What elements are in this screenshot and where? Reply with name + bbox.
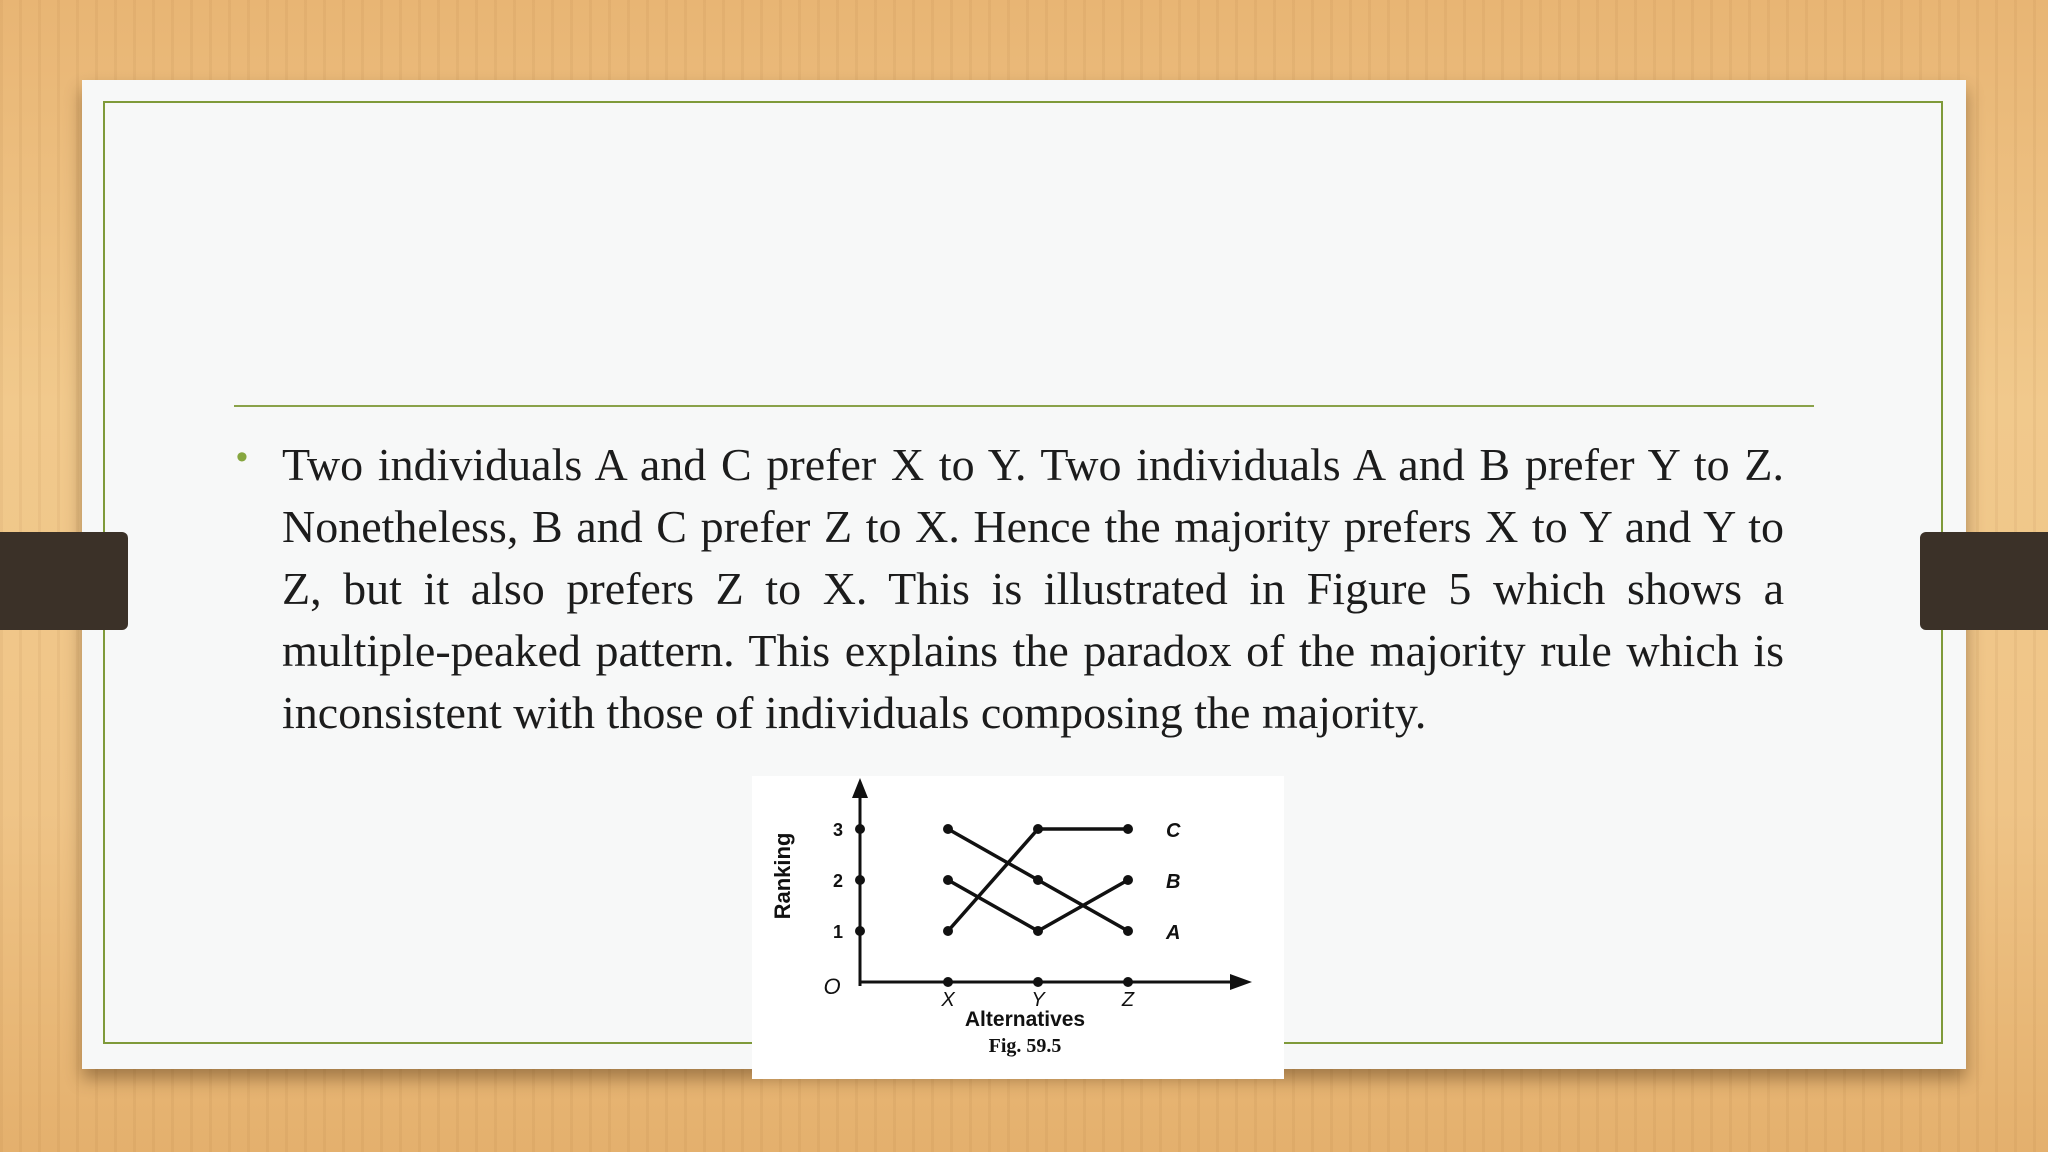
origin-label: O (823, 974, 841, 999)
y-axis-title: Ranking (770, 832, 795, 920)
y-tick-mark-1 (855, 926, 865, 936)
preference-point-a-x (943, 824, 953, 834)
preference-point-a-y (1033, 875, 1043, 885)
y-tick-mark-3 (855, 824, 865, 834)
x-tick-label-y: Y (1031, 989, 1045, 1011)
y-tick-label-3: 3 (832, 820, 844, 840)
binder-clip-right (1920, 532, 2048, 630)
preference-point-b-x (943, 875, 953, 885)
x-tick-mark-y (1033, 977, 1043, 987)
preference-line-b (948, 880, 1128, 931)
preference-point-c-z (1123, 824, 1133, 834)
x-tick-mark-z (1123, 977, 1133, 987)
preference-point-a-z (1123, 926, 1133, 936)
x-axis-title: Alternatives (964, 1008, 1086, 1031)
series-label-c: C (1166, 820, 1181, 842)
preference-point-c-y (1033, 824, 1043, 834)
ranking-figure (752, 776, 1284, 1079)
bullet-text: Two individuals A and C prefer X to Y. Two individuals A and B prefer Y to Z. Nonetheless, B and C prefer Z to X. Hence the majority prefers X to Y and Y to Z, but it also prefers Z to X. This is illustrated in Figure 5 which shows a multiple-peaked pattern. This explains the paradox of the majority rule which is inconsistent with those of individuals composing the majority. (282, 439, 1784, 738)
figure-caption: Fig. 59.5 (988, 1035, 1062, 1057)
series-label-a: A (1166, 922, 1181, 944)
binder-clip-left (0, 532, 128, 630)
y-tick-label-1: 1 (832, 922, 844, 942)
y-tick-label-2: 2 (832, 871, 844, 891)
x-tick-label-x: X (941, 989, 955, 1011)
series-label-b: B (1166, 871, 1181, 893)
x-axis-arrow-icon (1230, 974, 1252, 990)
x-tick-label-z: Z (1121, 989, 1135, 1011)
x-tick-mark-x (943, 977, 953, 987)
y-axis-arrow-icon (852, 778, 868, 798)
title-divider (234, 405, 1814, 407)
bullet-icon: • (236, 438, 248, 476)
preference-point-b-z (1123, 875, 1133, 885)
preference-point-b-y (1033, 926, 1043, 936)
preference-point-c-x (943, 926, 953, 936)
y-tick-mark-2 (855, 875, 865, 885)
